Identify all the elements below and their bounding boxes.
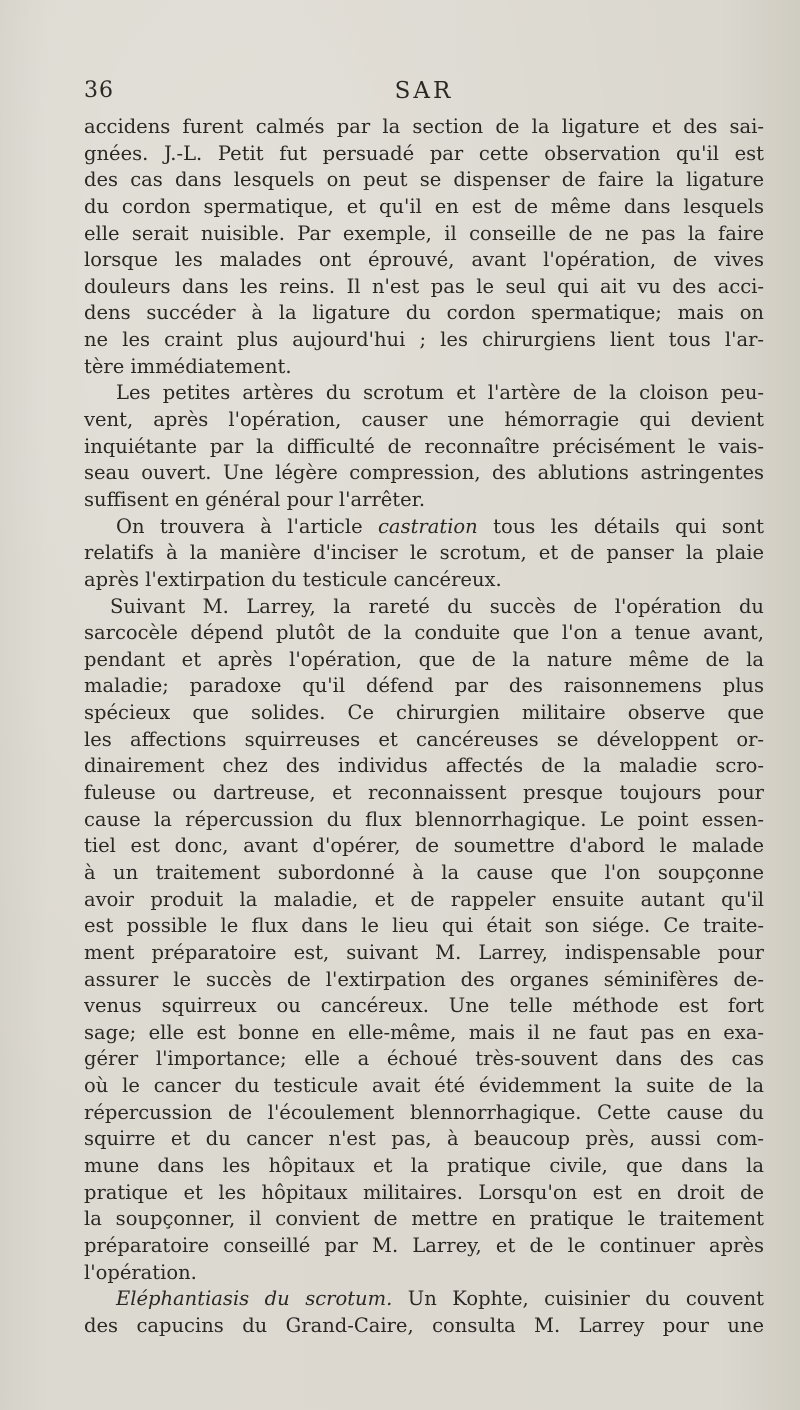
- text-line: ment préparatoire est, suivant M. Larrey, indispensable pour: [84, 940, 764, 964]
- text-line: accidens furent calmés par la section de la ligature et des sai-: [84, 115, 764, 138]
- text-line: [84, 1286, 764, 1313]
- text-line: dinairement chez des individus affectés de la maladie scro-: [84, 754, 764, 778]
- text-line: assurer le succès de l'extirpation des organes séminifères de-: [84, 967, 764, 991]
- text-line: mune dans les hôpitaux et la pratique civile, que dans la: [84, 1153, 764, 1177]
- body-text: [84, 114, 764, 1339]
- text-line: pratique et les hôpitaux militaires. Lorsqu'on est en droit de: [84, 1180, 764, 1204]
- text-line: avoir produit la maladie, et de rappeler ensuite autant qu'il: [84, 887, 764, 911]
- text-line: les affections squirreuses et cancéreuses se développent or-: [84, 727, 764, 751]
- text-line: préparatoire conseillé par M. Larrey, et de le continuer après: [84, 1233, 764, 1257]
- text-line: où le cancer du testicule avait été évidemment la suite de la: [84, 1074, 764, 1098]
- text-line: elle serait nuisible. Par exemple, il conseille de ne pas la faire: [84, 221, 764, 245]
- text-line: seau ouvert. Une légère compression, des ablutions astringentes: [84, 461, 764, 485]
- text-line: [84, 514, 764, 541]
- text-line: relatifs à la manière d'inciser le scrotum, et de panser la plaie: [84, 541, 764, 565]
- text-run: On trouvera à l'article: [116, 514, 363, 538]
- text-line: dens succéder à la ligature du cordon spermatique; mais on: [84, 301, 764, 325]
- text-line: gérer l'importance; elle a échoué très-souvent dans des cas: [84, 1047, 764, 1071]
- text-run: tous les détails qui sont: [493, 514, 764, 538]
- text-line: pendant et après l'opération, que de la nature même de la: [84, 647, 764, 671]
- text-line: sarcocèle dépend plutôt de la conduite que l'on a tenue avant,: [84, 621, 764, 645]
- text-line: à un traitement subordonné à la cause que l'on soupçonne: [84, 860, 764, 884]
- text-line: spécieux que solides. Ce chirurgien militaire observe que: [84, 701, 764, 725]
- text-line: suffisent en général pour l'arrêter.: [84, 487, 426, 511]
- text-line: vent, après l'opération, causer une hémorragie qui devient: [84, 408, 764, 432]
- text-line: Les petites artères du scrotum et l'artère de la cloison peu-: [116, 381, 764, 405]
- text-line: lorsque les malades ont éprouvé, avant l'opération, de vives: [84, 248, 764, 272]
- text-run: Un Kophte, cuisinier du couvent: [407, 1287, 764, 1311]
- text-line: maladie; paradoxe qu'il défend par des raisonnemens plus: [84, 674, 764, 698]
- text-line: venus squirreux ou cancéreux. Une telle méthode est fort: [84, 994, 764, 1018]
- text-line: des cas dans lesquels on peut se dispenser de faire la ligature: [84, 168, 764, 192]
- text-line: tère immédiatement.: [84, 354, 292, 378]
- text-line: cause la répercussion du flux blennorrhagique. Le point essen-: [84, 807, 764, 831]
- text-line: douleurs dans les reins. Il n'est pas le seul qui ait vu des acci-: [84, 274, 764, 298]
- text-line: inquiétante par la difficulté de reconnaître précisément le vais-: [84, 434, 764, 458]
- text-line: tiel est donc, avant d'opérer, de soumettre d'abord le malade: [84, 834, 764, 858]
- page-header: [84, 78, 764, 108]
- text-line: la soupçonner, il convient de mettre en pratique le traitement: [84, 1207, 764, 1231]
- running-head: SAR: [394, 78, 454, 104]
- text-line: sage; elle est bonne en elle-même, mais il ne faut pas en exa-: [84, 1020, 764, 1044]
- text-line: est possible le flux dans le lieu qui était son siége. Ce traite-: [84, 914, 764, 938]
- text-line: après l'extirpation du testicule cancéreux.: [84, 567, 502, 591]
- text-line: Suivant M. Larrey, la rareté du succès de l'opération du: [110, 594, 764, 618]
- text-line: ne les craint plus aujourd'hui ; les chirurgiens lient tous l'ar-: [84, 328, 764, 352]
- text-line: gnées. J.-L. Petit fut persuadé par cette observation qu'il est: [84, 141, 764, 165]
- page-number: 36: [84, 78, 114, 103]
- text-line: répercussion de l'écoulement blennorrhagique. Cette cause du: [84, 1100, 764, 1124]
- text-line: l'opération.: [84, 1260, 197, 1284]
- text-line: fuleuse ou dartreuse, et reconnaissent presque toujours pour: [84, 781, 764, 805]
- italic-heading-elephantiasis: Eléphantiasis du scrotum.: [116, 1287, 393, 1311]
- text-line: du cordon spermatique, et qu'il en est de même dans lesquels: [84, 194, 764, 218]
- text-line: squirre et du cancer n'est pas, à beaucoup près, aussi com-: [84, 1127, 764, 1151]
- text-line: des capucins du Grand-Caire, consulta M. Larrey pour une: [84, 1313, 764, 1337]
- italic-term-castration: castration: [378, 514, 478, 538]
